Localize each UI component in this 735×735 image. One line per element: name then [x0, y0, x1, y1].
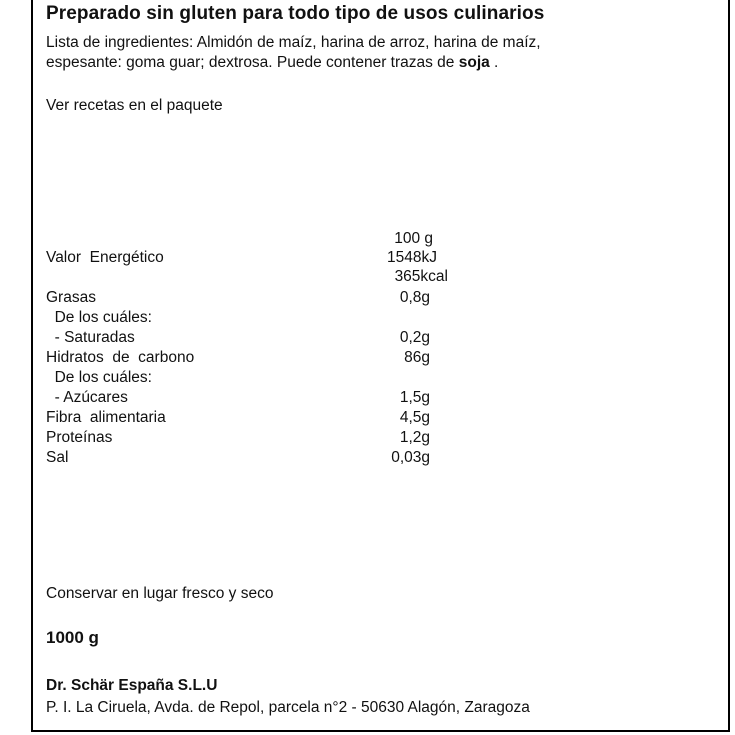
- nutrition-row-label: Sal: [46, 449, 69, 466]
- nutrition-row-label: Proteínas: [46, 429, 113, 446]
- company-name: Dr. Schär España S.L.U: [46, 677, 218, 694]
- nutrition-row: [0, 328, 735, 348]
- nutrition-row: [0, 308, 735, 328]
- nutrition-row-value: 4,5g: [399, 409, 430, 426]
- nutrition-row: [0, 248, 735, 268]
- nutrition-row-value: 0,8g: [399, 289, 430, 306]
- ingredients-line-1: Lista de ingredientes: Almidón de maíz, harina de arroz, harina de maíz,: [46, 34, 541, 51]
- nutrition-row-label: - Azúcares: [46, 389, 128, 406]
- ingredients-line-2-end: .: [489, 54, 499, 71]
- nutrition-header: [0, 229, 735, 249]
- nutrition-row: [0, 448, 735, 468]
- nutrition-row-value: 365kcal: [394, 268, 448, 285]
- nutrition-row-label: - Saturadas: [46, 329, 135, 346]
- allergen-soja: soja: [458, 54, 490, 71]
- nutrition-row-value: 0,2g: [399, 329, 430, 346]
- nutrition-header-value: 100 g: [394, 230, 433, 247]
- ingredients-line-2: [46, 53, 498, 73]
- net-weight: 1000 g: [46, 628, 99, 647]
- nutrition-row-label: De los cuáles:: [46, 369, 152, 386]
- nutrition-row: [0, 288, 735, 308]
- nutrition-row-value: 1,2g: [399, 429, 430, 446]
- product-title: Preparado sin gluten para todo tipo de usos culinarios: [46, 3, 545, 24]
- nutrition-row-label: Hidratos de carbono: [46, 349, 195, 366]
- nutrition-row: [0, 408, 735, 428]
- company-address: P. I. La Ciruela, Avda. de Repol, parcela n°2 - 50630 Alagón, Zaragoza: [46, 699, 530, 716]
- storage-instructions: Conservar en lugar fresco y seco: [46, 585, 274, 602]
- nutrition-row-value: 86g: [404, 349, 430, 366]
- nutrition-row: [0, 348, 735, 368]
- nutrition-row-label: Grasas: [46, 289, 96, 306]
- ingredients-line-2-text: espesante: goma guar; dextrosa. Puede contener trazas de: [46, 54, 459, 71]
- nutrition-row-value: 1548kJ: [387, 249, 437, 266]
- nutrition-row: [0, 368, 735, 388]
- nutrition-row-label: Valor Energético: [46, 249, 164, 266]
- nutrition-row: [0, 428, 735, 448]
- nutrition-row-value: 1,5g: [399, 389, 430, 406]
- nutrition-row: [0, 388, 735, 408]
- nutrition-row-value: 0,03g: [391, 449, 430, 466]
- nutrition-row: [0, 267, 735, 287]
- nutrition-row-label: Fibra alimentaria: [46, 409, 166, 426]
- recipes-note: Ver recetas en el paquete: [46, 97, 223, 114]
- nutrition-row-label: De los cuáles:: [46, 309, 152, 326]
